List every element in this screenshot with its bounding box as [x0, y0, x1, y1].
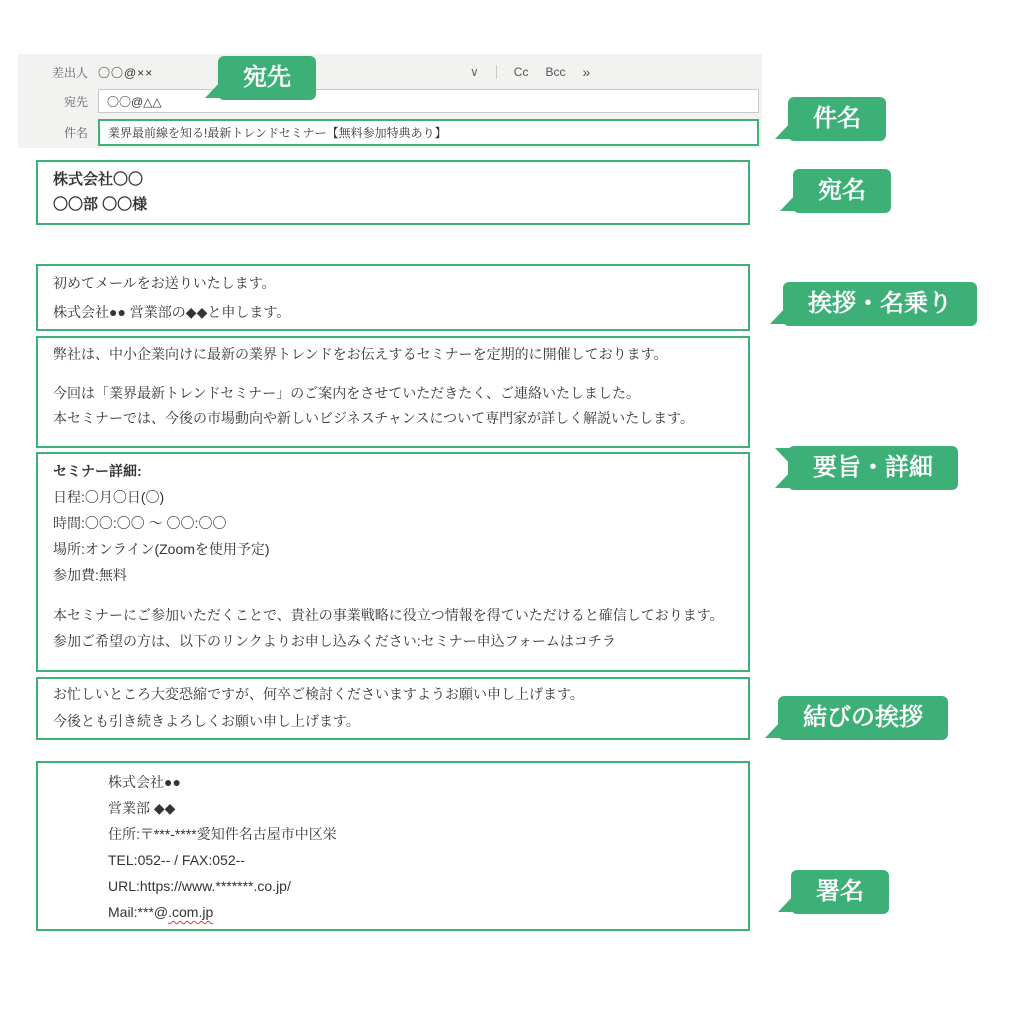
annotation-label: 挨拶・名乗り: [808, 290, 952, 317]
addressee-line: 〇〇部 〇〇様: [53, 196, 148, 213]
greeting-line: 初めてメールをお送りいたします。: [53, 275, 276, 291]
signature-line: 営業部 ◆◆: [108, 800, 176, 816]
annotation-summary-details: [788, 446, 958, 490]
from-value: 〇〇@××: [98, 65, 154, 80]
details-line: 本セミナーにご参加いただくことで、貴社の事業戦略に役立つ情報を得ていただけると確信しております。: [53, 607, 724, 623]
compose-header: [18, 54, 762, 148]
annotation-signature: [791, 870, 889, 914]
signature-mail-prefix: Mail:***@: [108, 904, 169, 920]
to-input[interactable]: [98, 89, 759, 113]
addressee-line: 株式会社〇〇: [53, 171, 144, 188]
details-line: 参加費:無料: [53, 567, 127, 583]
summary-line: 弊社は、中小企業向けに最新の業界トレンドをお伝えするセミナーを定期的に開催しております。: [53, 346, 668, 362]
from-row: [18, 59, 762, 85]
details-line: 日程:〇月〇日(〇): [53, 489, 165, 505]
signature-block: [36, 761, 750, 931]
bcc-button[interactable]: Bcc: [545, 65, 566, 79]
chevron-down-icon[interactable]: ∨: [470, 65, 479, 79]
subject-value: 業界最前線を知る!最新トレンドセミナー【無料参加特典あり】: [108, 126, 447, 140]
annotation-label: 宛先: [243, 64, 291, 91]
signature-line: TEL:052-- / FAX:052--: [108, 852, 245, 868]
header-controls: [470, 59, 588, 85]
divider: [496, 65, 497, 79]
subject-label: 件名: [63, 126, 88, 140]
annotation-label: 署名: [816, 878, 864, 905]
to-row: [18, 85, 762, 117]
cc-button[interactable]: Cc: [513, 65, 529, 79]
summary-block: [36, 336, 750, 448]
blank-line: [53, 367, 733, 381]
annotation-subject: [788, 97, 886, 141]
to-value: 〇〇@△△: [107, 94, 162, 109]
annotation-greeting: [783, 282, 977, 326]
annotation-label: 結びの挨拶: [803, 704, 923, 731]
greeting-line: 株式会社●● 営業部の◆◆と申します。: [53, 304, 291, 320]
blank-line: [53, 588, 733, 602]
annotation-label: 件名: [813, 105, 861, 132]
signature-line: 住所:〒***-****愛知件名古屋市中区栄: [108, 826, 337, 842]
signature-mail-line: [108, 899, 733, 925]
signature-line: 株式会社●●: [108, 774, 181, 790]
annotation-closing: [778, 696, 948, 740]
closing-line: 今後とも引き続きよろしくお願い申し上げます。: [53, 713, 360, 729]
closing-line: お忙しいところ大変恐縮ですが、何卒ご検討くださいますようお願い申し上げます。: [53, 686, 584, 702]
details-line: 参加ご希望の方は、以下のリンクよりお申し込みください:セミナー申込フォームはコチラ: [53, 633, 616, 649]
addressee-block: [36, 160, 750, 225]
from-label: 差出人: [51, 65, 88, 80]
summary-line: 本セミナーでは、今後の市場動向や新しいビジネスチャンスについて専門家が詳しく解説いたします。: [53, 410, 695, 426]
details-block: [36, 452, 750, 672]
annotation-label: 要旨・詳細: [813, 454, 933, 481]
summary-line: 今回は「業界最新トレンドセミナー」のご案内をさせていただきたく、ご連絡いたしました。: [53, 385, 640, 401]
more-options-icon[interactable]: »: [582, 64, 589, 80]
greeting-block: [36, 264, 750, 331]
details-line: 時間:〇〇:〇〇 〜 〇〇:〇〇: [53, 515, 227, 531]
misspelled-text: .com.jp: [168, 904, 214, 920]
annotation-to: [218, 56, 316, 100]
signature-line: URL:https://www.*******.co.jp/: [108, 878, 291, 894]
to-label: 宛先: [63, 94, 88, 109]
closing-block: [36, 677, 750, 740]
subject-input[interactable]: [98, 119, 759, 146]
details-heading: セミナー詳細:: [53, 463, 142, 479]
annotation-addressee: [793, 169, 891, 213]
annotation-label: 宛名: [818, 177, 866, 204]
details-line: 場所:オンライン(Zoomを使用予定): [53, 541, 270, 557]
subject-row: [18, 117, 762, 148]
